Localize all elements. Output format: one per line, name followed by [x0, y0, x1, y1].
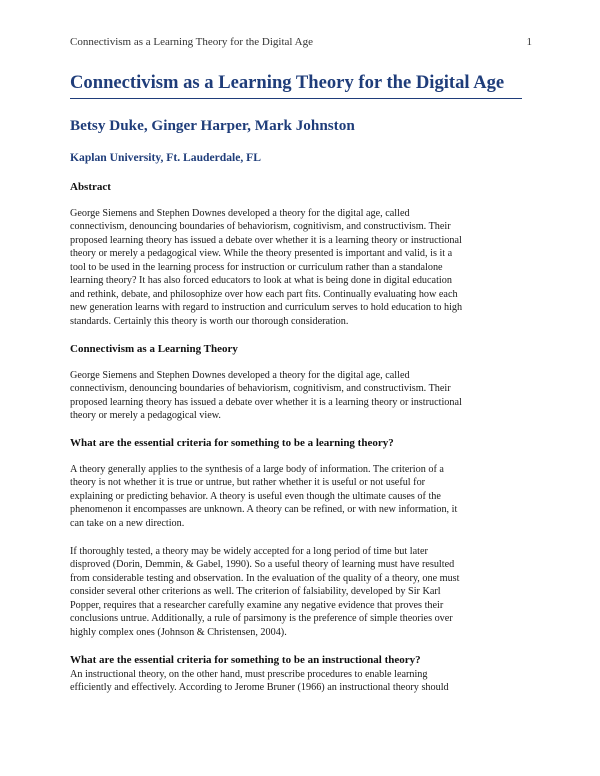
- text-line: new generation learns with regard to instruction and curriculum serves to hold education to high: [70, 302, 463, 314]
- text-line: connectivism, denouncing boundaries of behaviorism, cognitivism, and constructivism. Their: [70, 221, 451, 233]
- author-affiliation: Kaplan University, Ft. Lauderdale, FL: [70, 151, 261, 164]
- document-title: Connectivism as a Learning Theory for the Digital Age: [70, 72, 505, 93]
- section-heading-instructional-theory-criteria: What are the essential criteria for something to be an instructional theory?: [70, 654, 421, 666]
- text-line: learning theory? It has also forced educators to look at what is being done in digital education: [70, 275, 452, 287]
- learning-theory-paragraph-1: [70, 463, 532, 530]
- text-line: George Siemens and Stephen Downes developed a theory for the digital age, called: [70, 370, 410, 381]
- text-line: theory or merely a pedagogical view.: [70, 410, 221, 422]
- instructional-theory-paragraph: [70, 668, 532, 695]
- text-line: from considerable testing and observation. In the evaluation of the quality of a theory, one must: [70, 572, 460, 584]
- author-list: Betsy Duke, Ginger Harper, Mark Johnston: [70, 117, 355, 134]
- text-line: phenomenon it encompasses are unknown. A theory can be refined, or with new information, it: [70, 504, 458, 516]
- text-line: An instructional theory, on the other hand, must prescribe procedures to enable learning: [70, 669, 428, 680]
- text-line: conclusions untrue. Additionally, a rule of parsimony is the preference of simple theories over: [70, 613, 453, 625]
- text-line: efficiently and effectively. According to Jerome Bruner (1966) an instructional theory should: [70, 682, 449, 694]
- title-underline-rule: [70, 98, 522, 99]
- text-line: connectivism, denouncing boundaries of behaviorism, cognitivism, and constructivism. Their: [70, 383, 451, 395]
- text-line: and rethink, debate, and philosophize over how each part fits. Continually evaluating how each: [70, 288, 458, 300]
- text-line: proposed learning theory has issued a debate over whether it is a learning theory or instructional: [70, 234, 462, 246]
- abstract-paragraph: [70, 207, 532, 328]
- text-line: proposed learning theory has issued a debate over whether it is a learning theory or instructional: [70, 396, 462, 408]
- text-line: A theory generally applies to the synthesis of a large body of information. The criterion of a: [70, 464, 444, 475]
- running-header: Connectivism as a Learning Theory for the Digital Age: [70, 36, 313, 48]
- section-heading-learning-theory-criteria: What are the essential criteria for something to be a learning theory?: [70, 437, 394, 449]
- text-line: disproved (Dorin, Demmin, & Gabel, 1990). So a useful theory of learning must have resulted: [70, 559, 455, 571]
- text-line: Popper, requires that a researcher carefully examine any negative evidence that proves their: [70, 599, 444, 611]
- abstract-heading: Abstract: [70, 181, 111, 193]
- section-heading-connectivism: Connectivism as a Learning Theory: [70, 343, 238, 355]
- text-line: tool to be used in the learning process for instruction or curriculum rather than a standalone: [70, 261, 443, 273]
- text-line: George Siemens and Stephen Downes developed a theory for the digital age, called: [70, 208, 410, 219]
- text-line: consider several other criterions as well. The criterion of falsiability, developed by Sir Karl: [70, 586, 441, 598]
- learning-theory-paragraph-2: [70, 545, 532, 639]
- text-line: If thoroughly tested, a theory may be widely accepted for a long period of time but later: [70, 546, 428, 557]
- page-number: 1: [526, 36, 532, 48]
- connectivism-paragraph: [70, 369, 532, 423]
- text-line: standards. Certainly this theory is worth our thorough consideration.: [70, 315, 349, 327]
- text-line: can take on a new direction.: [70, 517, 185, 529]
- text-line: theory or merely a pedagogical view. While the theory presented is important and valid, is it a: [70, 248, 453, 260]
- text-line: theory is not whether it is true or untrue, but rather whether it is useful or not useful for: [70, 477, 426, 489]
- text-line: highly complex ones (Johnson & Christensen, 2004).: [70, 626, 287, 638]
- text-line: explaining or predicting behavior. A theory is useful even though the ultimate causes of the: [70, 490, 441, 502]
